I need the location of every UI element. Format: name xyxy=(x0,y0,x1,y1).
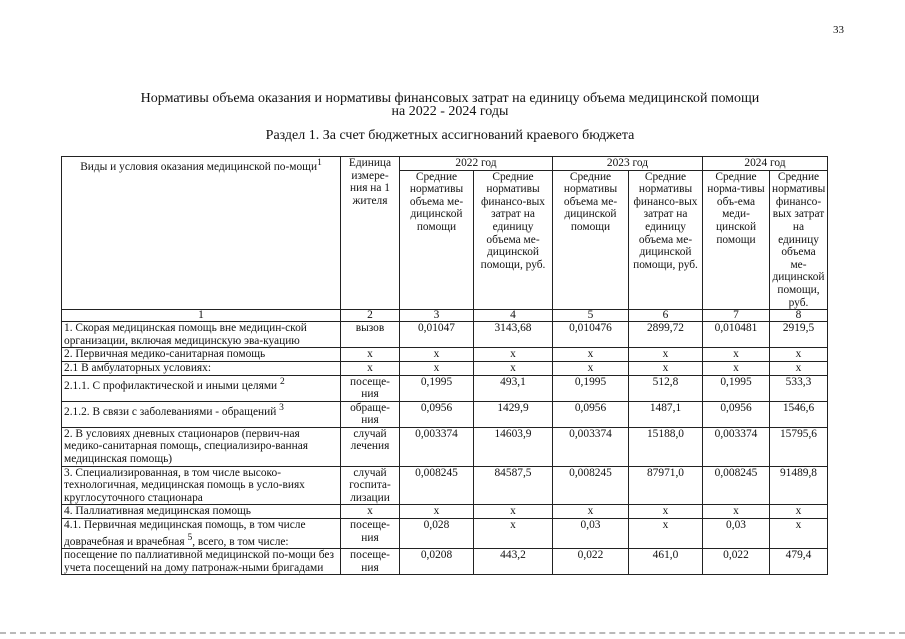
table-row xyxy=(62,427,828,466)
row-unit: посеще-ния xyxy=(341,519,400,549)
row-volume-2024: х xyxy=(703,505,770,519)
row-cost-2023: х xyxy=(629,519,703,549)
header-unit: Единица измере-ния на 1 жителя xyxy=(341,157,400,310)
row-volume-2023: 0,0956 xyxy=(553,401,629,427)
table-row xyxy=(62,549,828,575)
row-unit: посеще-ния xyxy=(341,549,400,575)
row-name: посещение по паллиативной медицинской по-мощи без учета посещений на дому патронаж-ными бригадами xyxy=(62,549,341,575)
row-volume-2023: 0,022 xyxy=(553,549,629,575)
row-name: 2. Первичная медико-санитарная помощь xyxy=(62,348,341,362)
row-volume-2022: 0,003374 xyxy=(400,427,474,466)
row-cost-2022: 493,1 xyxy=(474,375,553,401)
row-volume-2024: 0,010481 xyxy=(703,322,770,348)
row-cost-2022: 3143,68 xyxy=(474,322,553,348)
table-row xyxy=(62,375,828,401)
row-unit: вызов xyxy=(341,322,400,348)
row-volume-2022: х xyxy=(400,505,474,519)
row-volume-2022: 0,1995 xyxy=(400,375,474,401)
row-unit: х xyxy=(341,505,400,519)
row-unit: случай госпита-лизации xyxy=(341,466,400,505)
row-cost-2024: 15795,6 xyxy=(770,427,828,466)
page-number: 33 xyxy=(833,24,844,36)
row-name: 2.1.2. В связи с заболеваниями - обращений $^3$ xyxy=(62,401,341,427)
row-name: 4. Паллиативная медицинская помощь xyxy=(62,505,341,519)
row-volume-2022: 0,0956 xyxy=(400,401,474,427)
document-title: Нормативы объема оказания и нормативы финансовых затрат на единицу объема медицинской помощи xyxy=(140,91,760,106)
header-volume-2023: Средние нормативы объема ме-дицинской помощи xyxy=(553,170,629,310)
row-cost-2023: 87971,0 xyxy=(629,466,703,505)
row-cost-2024: х xyxy=(770,505,828,519)
table-row xyxy=(62,361,828,375)
row-unit: посеще-ния xyxy=(341,375,400,401)
row-cost-2023: х xyxy=(629,361,703,375)
header-cost-2024: Средние нормативы финансо-вых затрат на единицу объема ме-дицинской помощи, руб. xyxy=(770,170,828,310)
row-cost-2022: х xyxy=(474,348,553,362)
row-unit: х xyxy=(341,361,400,375)
page-edge-divider xyxy=(0,632,905,634)
row-volume-2023: х xyxy=(553,348,629,362)
row-unit: случай лечения xyxy=(341,427,400,466)
row-volume-2022: 0,01047 xyxy=(400,322,474,348)
document-title-years: на 2022 - 2024 годы xyxy=(391,104,509,119)
row-volume-2024: х xyxy=(703,348,770,362)
header-year-2024: 2024 год xyxy=(703,157,828,171)
row-cost-2024: х xyxy=(770,348,828,362)
header-cost-2023: Средние нормативы финансо-вых затрат на единицу объема ме-дицинской помощи, руб. xyxy=(629,170,703,310)
table-row xyxy=(62,348,828,362)
table-row xyxy=(62,466,828,505)
row-cost-2022: 14603,9 xyxy=(474,427,553,466)
row-cost-2023: х xyxy=(629,348,703,362)
row-cost-2023: 512,8 xyxy=(629,375,703,401)
row-volume-2023: х xyxy=(553,505,629,519)
row-cost-2023: х xyxy=(629,505,703,519)
row-volume-2022: 0,008245 xyxy=(400,466,474,505)
row-volume-2022: 0,028 xyxy=(400,519,474,549)
row-volume-2024: 0,008245 xyxy=(703,466,770,505)
row-cost-2024: 91489,8 xyxy=(770,466,828,505)
column-number: 8 xyxy=(770,310,828,322)
column-number: 4 xyxy=(474,310,553,322)
row-volume-2024: х xyxy=(703,361,770,375)
row-cost-2023: 15188,0 xyxy=(629,427,703,466)
row-cost-2022: х xyxy=(474,519,553,549)
column-number: 3 xyxy=(400,310,474,322)
row-volume-2024: 0,03 xyxy=(703,519,770,549)
header-volume-2022: Средние нормативы объема ме-дицинской помощи xyxy=(400,170,474,310)
row-volume-2023: 0,008245 xyxy=(553,466,629,505)
table-row xyxy=(62,322,828,348)
row-volume-2024: 0,022 xyxy=(703,549,770,575)
row-volume-2023: 0,010476 xyxy=(553,322,629,348)
column-number: 6 xyxy=(629,310,703,322)
row-cost-2024: 533,3 xyxy=(770,375,828,401)
header-cost-2022: Средние нормативы финансо-вых затрат на единицу объема ме-дицинской помощи, руб. xyxy=(474,170,553,310)
table-row xyxy=(62,505,828,519)
row-cost-2022: 1429,9 xyxy=(474,401,553,427)
row-unit: х xyxy=(341,348,400,362)
header-year-2023: 2023 год xyxy=(553,157,703,171)
row-name: 3. Специализированная, в том числе высоко-технологичная, медицинская помощь в усло-виях круглосуточного стационара xyxy=(62,466,341,505)
row-volume-2022: х xyxy=(400,348,474,362)
header-volume-2024: Средние норма-тивы объ-ема меди-цинской помощи xyxy=(703,170,770,310)
row-name: 2.1.1. С профилактической и иными целями $^2$ xyxy=(62,375,341,401)
row-volume-2023: 0,1995 xyxy=(553,375,629,401)
row-volume-2023: х xyxy=(553,361,629,375)
row-cost-2024: 2919,5 xyxy=(770,322,828,348)
row-name: 1. Скорая медицинская помощь вне медицин-ской организации, включая медицинскую эва-куацию xyxy=(62,322,341,348)
column-number: 5 xyxy=(553,310,629,322)
column-numbers-row xyxy=(62,310,828,322)
header-year-2022: 2022 год xyxy=(400,157,553,171)
row-volume-2024: 0,003374 xyxy=(703,427,770,466)
row-cost-2023: 2899,72 xyxy=(629,322,703,348)
table-row xyxy=(62,519,828,549)
column-number: 1 xyxy=(62,310,341,322)
row-cost-2024: 479,4 xyxy=(770,549,828,575)
row-volume-2022: х xyxy=(400,361,474,375)
column-number: 2 xyxy=(341,310,400,322)
row-volume-2024: 0,1995 xyxy=(703,375,770,401)
row-volume-2023: 0,03 xyxy=(553,519,629,549)
row-cost-2022: 84587,5 xyxy=(474,466,553,505)
row-name: 2. В условиях дневных стационаров (первич-ная медико-санитарная помощь, специализиро-ванная медицинская помощь) xyxy=(62,427,341,466)
row-name: 2.1 В амбулаторных условиях: xyxy=(62,361,341,375)
row-cost-2023: 1487,1 xyxy=(629,401,703,427)
row-volume-2023: 0,003374 xyxy=(553,427,629,466)
header-kinds: Виды и условия оказания медицинской по-мощи$^1$ xyxy=(62,157,341,310)
column-number: 7 xyxy=(703,310,770,322)
row-unit: обраще-ния xyxy=(341,401,400,427)
row-cost-2024: х xyxy=(770,361,828,375)
row-name: 4.1. Первичная медицинская помощь, в том числе доврачебная и врачебная $^5$, всего, в том числе: xyxy=(62,519,341,549)
row-cost-2024: х xyxy=(770,519,828,549)
row-volume-2022: 0,0208 xyxy=(400,549,474,575)
row-cost-2022: х xyxy=(474,505,553,519)
row-cost-2022: х xyxy=(474,361,553,375)
row-volume-2024: 0,0956 xyxy=(703,401,770,427)
row-cost-2022: 443,2 xyxy=(474,549,553,575)
row-cost-2023: 461,0 xyxy=(629,549,703,575)
section-title: Раздел 1. За счет бюджетных ассигнований краевого бюджета xyxy=(265,128,635,143)
norms-table xyxy=(61,156,828,575)
row-cost-2024: 1546,6 xyxy=(770,401,828,427)
table-row xyxy=(62,401,828,427)
